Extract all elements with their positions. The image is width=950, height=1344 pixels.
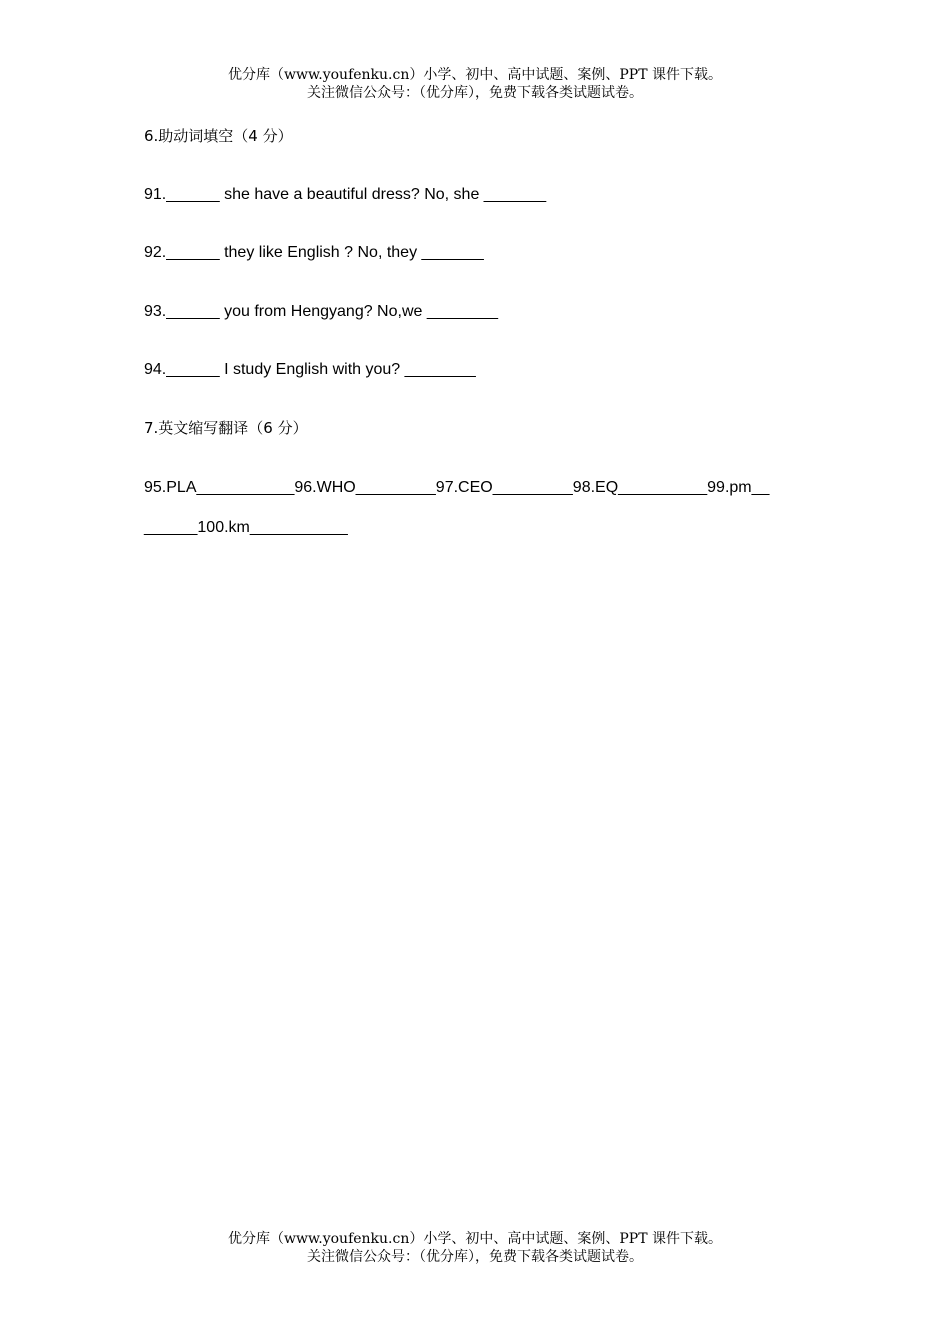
section-7-title-text: 7.英文缩写翻译（6 分） [144,419,308,437]
section-7-title [144,418,308,439]
abbreviation-line-1: 95.PLA___________96.WHO_________97.CEO_________98.EQ__________99.pm__ [144,479,770,496]
footer-line-1: 优分库（www.youfenku.cn）小学、初中、高中试题、案例、PPT 课件下载。 [227,1231,722,1247]
abbreviation-line-2: ______100.km___________ [144,519,348,536]
section-6-title [144,126,293,147]
header-line-1: 优分库（www.youfenku.cn）小学、初中、高中试题、案例、PPT 课件下载。 [227,67,722,83]
page-header [0,66,950,102]
section-6-title-text: 6.助动词填空（4 分） [144,127,293,145]
question-93: 93.______ you from Hengyang? No,we ________ [144,303,499,320]
footer-line-2: 关注微信公众号：（优分库），免费下载各类试题试卷。 [307,1249,643,1265]
question-94: 94.______ I study English with you? ________ [144,361,476,378]
question-92: 92.______ they like English ? No, they _______ [144,244,484,261]
question-91: 91.______ she have a beautiful dress? No, she _______ [144,186,547,203]
page-footer [0,1230,950,1266]
header-line-2: 关注微信公众号：（优分库），免费下载各类试题试卷。 [307,85,643,101]
